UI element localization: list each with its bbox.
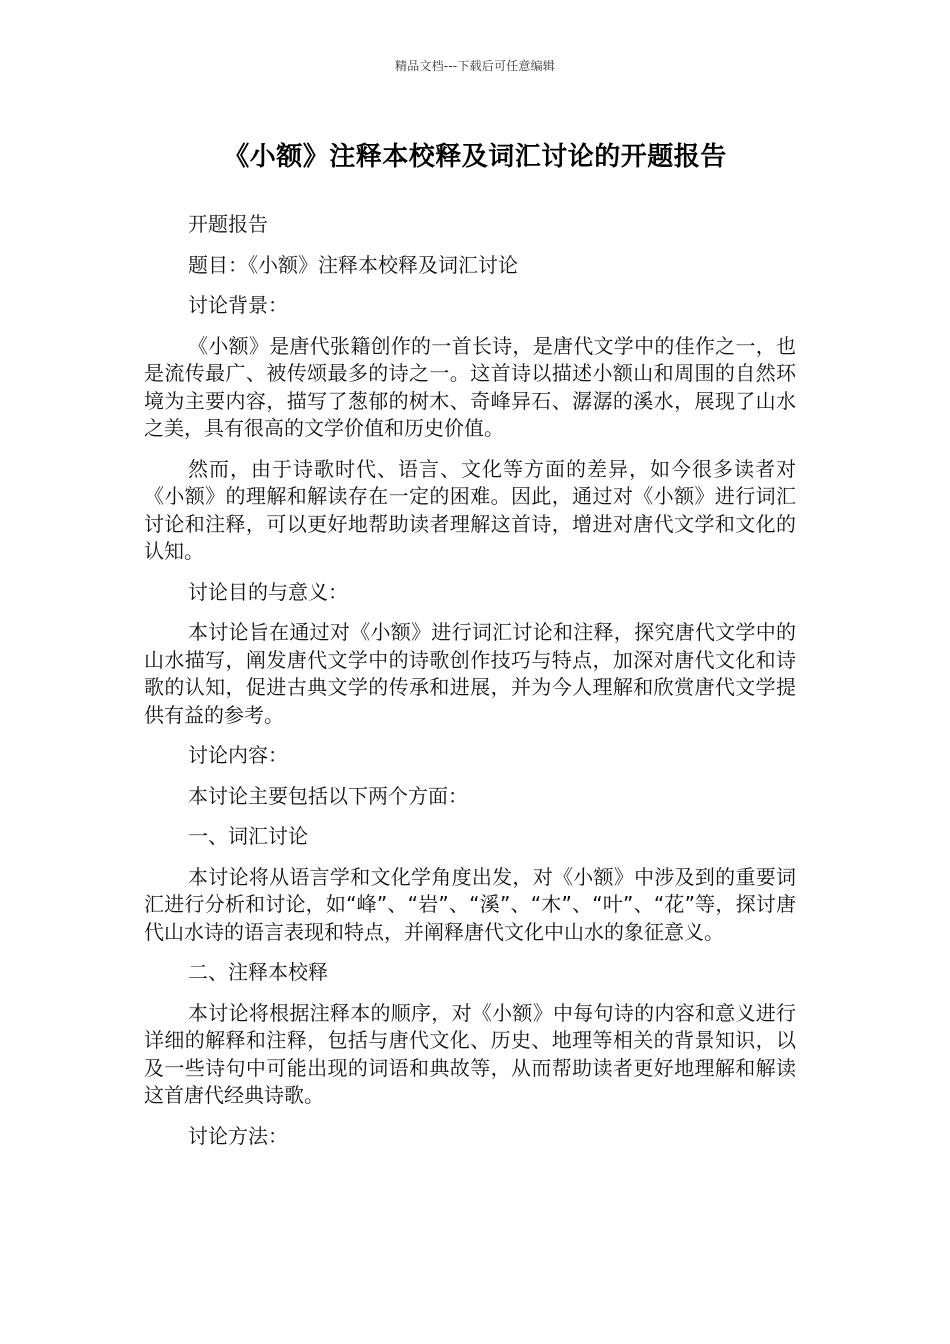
section-heading-background: 讨论背景： — [188, 293, 288, 317]
document-title: 《小额》注释本校释及词汇讨论的开题报告 — [223, 142, 727, 172]
subheading-annotation: 二、注释本校释 — [188, 960, 328, 984]
purpose-paragraph: 本讨论旨在通过对《小额》进行词汇讨论和注释，探究唐代文学中的山水描写，阐发唐代文学中的诗歌创作技巧与特点，加深对唐代文化和诗歌的认知，促进古典文学的传承和进展，并为今人理解和欣赏唐代文学提供有益的参考。 — [144, 620, 796, 727]
section-heading-content: 讨论内容： — [188, 743, 288, 767]
section-heading-purpose: 讨论目的与意义： — [188, 579, 348, 604]
content-intro: 本讨论主要包括以下两个方面： — [188, 783, 468, 808]
subheading-vocabulary: 一、词汇讨论 — [188, 824, 308, 848]
page-header-note: 精品文档---下载后可任意编辑 — [395, 59, 555, 73]
vocabulary-paragraph: 本讨论将从语言学和文化学角度出发，对《小额》中涉及到的重要词汇进行分析和讨论，如“峰”、“岩”、“溪”、“木”、“叶”、“花”等，探讨唐代山水诗的语言表现和特点，并阐释唐代文化中山水的象征意义。 — [144, 864, 796, 944]
background-paragraph-1: 《小额》是唐代张籍创作的一首长诗，是唐代文学中的佳作之一，也是流传最广、被传颂最多的诗之一。这首诗以描述小额山和周围的自然环境为主要内容，描写了葱郁的树木、奇峰异石、潺潺的溪水，展现了山水之美，具有很高的文学价值和历史价值。 — [144, 333, 796, 440]
background-paragraph-2: 然而，由于诗歌时代、语言、文化等方面的差异，如今很多读者对《小额》的理解和解读存在一定的困难。因此，通过对《小额》进行词汇讨论和注释，可以更好地帮助读者理解这首诗，增进对唐代文学和文化的认知。 — [144, 456, 796, 563]
report-type-label: 开题报告 — [188, 212, 268, 236]
annotation-paragraph: 本讨论将根据注释本的顺序，对《小额》中每句诗的内容和意义进行详细的解释和注释，包括与唐代文化、历史、地理等相关的背景知识，以及一些诗句中可能出现的词语和典故等，从而帮助读者更好地理解和解读这首唐代经典诗歌。 — [144, 1000, 796, 1107]
document-body — [144, 211, 796, 1163]
section-heading-method: 讨论方法： — [188, 1123, 288, 1148]
topic-line: 题目：《小额》注释本校释及词汇讨论 — [188, 252, 518, 277]
